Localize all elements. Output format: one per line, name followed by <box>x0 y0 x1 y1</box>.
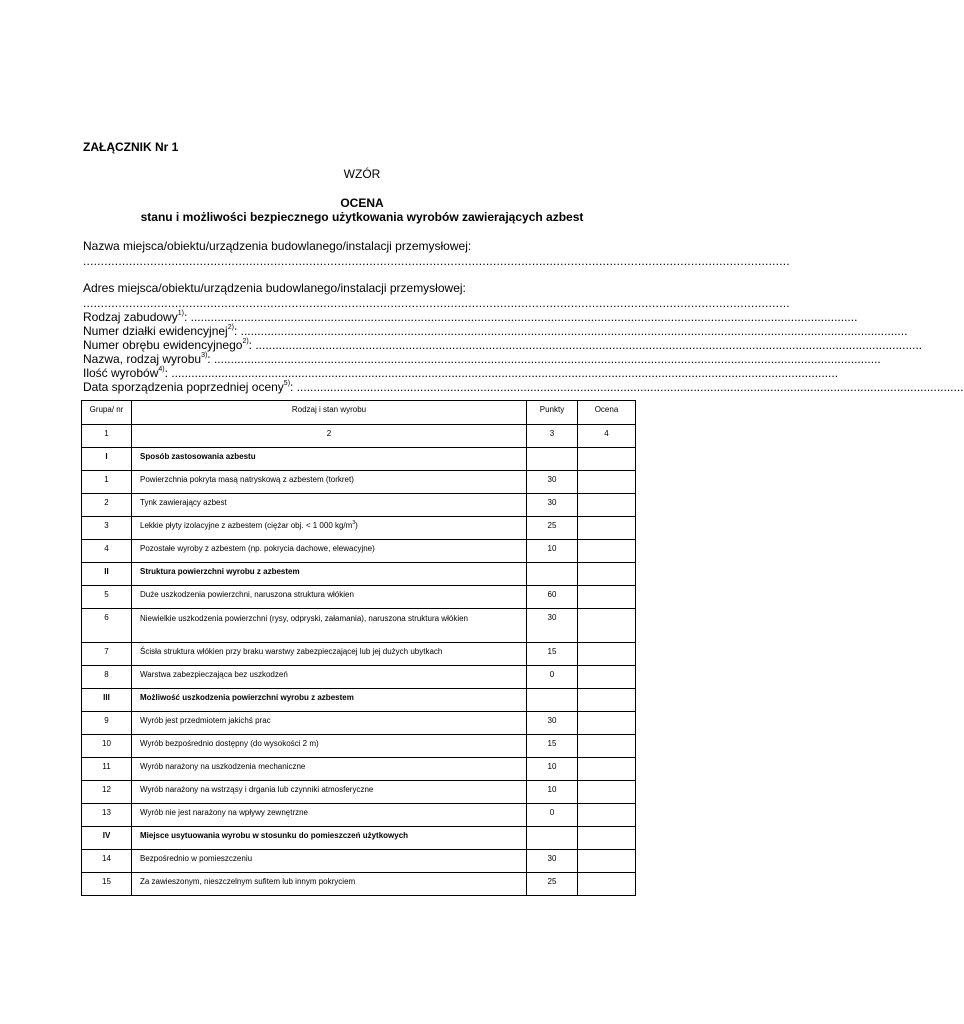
row-points: 30 <box>527 609 578 643</box>
row-number: 5 <box>82 586 132 609</box>
header-rating: Ocena <box>578 401 636 425</box>
rating-cell[interactable] <box>578 689 636 712</box>
row-description: Możliwość uszkodzenia powierzchni wyrobu z azbestem <box>132 689 527 712</box>
numbering-points: 3 <box>527 425 578 448</box>
header-type: Rodzaj i stan wyrobu <box>132 401 527 425</box>
row-description: Duże uszkodzenia powierzchni, naruszona struktura włókien <box>132 586 527 609</box>
rating-cell[interactable] <box>578 873 636 896</box>
row-number: 9 <box>82 712 132 735</box>
footnote-ref: 5) <box>283 380 291 387</box>
row-number: 14 <box>82 850 132 873</box>
row-description: Tynk zawierający azbest <box>132 494 527 517</box>
row-points: 60 <box>527 586 578 609</box>
document-title: OCENA <box>340 196 384 210</box>
row-number: 4 <box>82 540 132 563</box>
row-number: 15 <box>82 873 132 896</box>
numbering-type: 2 <box>132 425 527 448</box>
table-row <box>82 586 636 609</box>
annex-number: ZAŁĄCZNIK Nr 1 <box>83 140 179 154</box>
row-points: 15 <box>527 735 578 758</box>
dotted-leader: ........................................................................................................................................................................................................ <box>213 352 881 366</box>
table-row <box>82 850 636 873</box>
table-row <box>82 666 636 689</box>
rating-cell[interactable] <box>578 712 636 735</box>
row-description: Lekkie płyty izolacyjne z azbestem (ciężar obj. < 1 000 $kg/m^3$) <box>132 517 527 540</box>
table-row <box>82 735 636 758</box>
rating-cell[interactable] <box>578 609 636 643</box>
rating-cell[interactable] <box>578 540 636 563</box>
product-name-label: Nazwa, rodzaj wyrobu <box>83 352 202 366</box>
row-description: Wyrób narażony na uszkodzenia mechaniczne <box>132 758 527 781</box>
footnote-ref: 4) <box>158 366 165 373</box>
table-row <box>82 643 636 666</box>
row-number: 7 <box>82 643 132 666</box>
row-number: 8 <box>82 666 132 689</box>
footnote-ref: 1) <box>177 310 184 317</box>
footnote-ref: 2) <box>242 338 249 345</box>
table-row <box>82 758 636 781</box>
table-row <box>82 471 636 494</box>
row-description: Powierzchnia pokryta masą natryskową z azbestem (torkret) <box>132 471 527 494</box>
row-points <box>527 448 578 471</box>
precinct-number-field[interactable]: Numer obrębu ewidencyjnego$^{2)}$: ........................................................................................................................................................................................................ <box>83 338 923 352</box>
row-points: 10 <box>527 540 578 563</box>
rating-cell[interactable] <box>578 448 636 471</box>
row-description: Wyrób narażony na wstrząsy i drgania lub czynniki atmosferyczne <box>132 781 527 804</box>
row-description: Miejsce usytuowania wyrobu w stosunku do pomieszczeń użytkowych <box>132 827 527 850</box>
rating-cell[interactable] <box>578 643 636 666</box>
table-row <box>82 873 636 896</box>
numbering-rating: 4 <box>578 425 636 448</box>
row-points <box>527 827 578 850</box>
dotted-leader: ........................................................................................................................................................................................................ <box>171 366 839 380</box>
header-group: Grupa/ nr <box>82 401 132 425</box>
row-number: II <box>82 563 132 586</box>
assessment-table <box>81 400 636 896</box>
product-quantity-field[interactable]: Ilość wyrobów$^{4)}$: ........................................................................................................................................................................................................ <box>83 366 839 380</box>
previous-assessment-field[interactable]: Data sporządzenia poprzedniej oceny$^{5)}$: ........................................................................................................................................................................................................ <box>83 380 964 394</box>
row-points: 10 <box>527 781 578 804</box>
dotted-leader: ........................................................................................................................................................................................................ <box>83 254 790 268</box>
rating-cell[interactable] <box>578 850 636 873</box>
row-number: 1 <box>82 471 132 494</box>
table-row <box>82 494 636 517</box>
row-points: 30 <box>527 494 578 517</box>
table-row <box>82 609 636 643</box>
section-row <box>82 689 636 712</box>
row-points <box>527 563 578 586</box>
plot-number-label: Numer działki ewidencyjnej <box>83 324 228 338</box>
place-name-label: Nazwa miejsca/obiektu/urządzenia budowlanego/instalacji przemysłowej: <box>83 239 472 253</box>
dotted-leader: ........................................................................................................................................................................................................ <box>83 296 790 310</box>
row-number: 6 <box>82 609 132 643</box>
precinct-number-label: Numer obrębu ewidencyjnego <box>83 338 243 352</box>
place-name-field[interactable] <box>83 254 790 268</box>
row-number: IV <box>82 827 132 850</box>
row-description: Warstwa zabezpieczająca bez uszkodzeń <box>132 666 527 689</box>
row-points <box>527 689 578 712</box>
header-points: Punkty <box>527 401 578 425</box>
row-description: Pozostałe wyroby z azbestem (np. pokrycia dachowe, elewacyjne) <box>132 540 527 563</box>
numbering-group: 1 <box>82 425 132 448</box>
row-description: Wyrób jest przedmiotem jakichś prac <box>132 712 527 735</box>
row-description: Sposób zastosowania azbestu <box>132 448 527 471</box>
table-numbering-row <box>82 425 636 448</box>
rating-cell[interactable] <box>578 735 636 758</box>
table-row <box>82 517 636 540</box>
rating-cell[interactable] <box>578 494 636 517</box>
row-points: 0 <box>527 666 578 689</box>
rating-cell[interactable] <box>578 666 636 689</box>
row-points: 25 <box>527 517 578 540</box>
place-address-field[interactable] <box>83 296 790 310</box>
dotted-leader: ........................................................................................................................................................................................................ <box>296 380 964 394</box>
row-number: 2 <box>82 494 132 517</box>
row-description: Niewielkie uszkodzenia powierzchni (rysy, odpryski, załamania), naruszona struktura włókien <box>132 609 527 643</box>
row-number: 13 <box>82 804 132 827</box>
rating-cell[interactable] <box>578 758 636 781</box>
place-address-label: Adres miejsca/obiektu/urządzenia budowlanego/instalacji przemysłowej: <box>83 281 466 295</box>
document-subtitle: stanu i możliwości bezpiecznego użytkowania wyrobów zawierających azbest <box>140 210 584 224</box>
table-header-row <box>82 401 636 425</box>
row-points: 10 <box>527 758 578 781</box>
row-number: I <box>82 448 132 471</box>
section-row <box>82 827 636 850</box>
row-description: Wyrób nie jest narażony na wpływy zewnętrzne <box>132 804 527 827</box>
table-row <box>82 804 636 827</box>
pattern-label: WZÓR <box>343 167 381 181</box>
previous-assessment-label: Data sporządzenia poprzedniej oceny <box>83 380 284 394</box>
plot-number-field[interactable]: Numer działki ewidencyjnej$^{2)}$: ........................................................................................................................................................................................................ <box>83 324 908 338</box>
rating-cell[interactable] <box>578 471 636 494</box>
rating-cell[interactable] <box>578 517 636 540</box>
section-row <box>82 448 636 471</box>
product-name-field[interactable]: Nazwa, rodzaj wyrobu$^{3)}$: ........................................................................................................................................................................................................ <box>83 352 881 366</box>
row-description: Bezpośrednio w pomieszczeniu <box>132 850 527 873</box>
rating-cell[interactable] <box>578 804 636 827</box>
table-row <box>82 781 636 804</box>
dotted-leader: ........................................................................................................................................................................................................ <box>240 324 908 338</box>
row-points: 30 <box>527 712 578 735</box>
row-number: 11 <box>82 758 132 781</box>
row-description: Struktura powierzchni wyrobu z azbestem <box>132 563 527 586</box>
building-type-field[interactable]: Rodzaj zabudowy$^{1)}$: ........................................................................................................................................................................................................ <box>83 310 858 324</box>
row-points: 25 <box>527 873 578 896</box>
dotted-leader: ........................................................................................................................................................................................................ <box>255 338 923 352</box>
product-quantity-label: Ilość wyrobów <box>83 366 159 380</box>
row-description: Za zawieszonym, nieszczelnym sufitem lub innym pokryciem <box>132 873 527 896</box>
section-row <box>82 563 636 586</box>
rating-cell[interactable] <box>578 781 636 804</box>
row-points: 30 <box>527 850 578 873</box>
row-description: Ścisła struktura włókien przy braku warstwy zabezpieczającej lub jej dużych ubytkach <box>132 643 527 666</box>
rating-cell[interactable] <box>578 586 636 609</box>
row-number: 12 <box>82 781 132 804</box>
building-type-label: Rodzaj zabudowy <box>83 310 178 324</box>
footnote-ref: 2) <box>227 324 234 331</box>
table-row <box>82 540 636 563</box>
row-number: 3 <box>82 517 132 540</box>
row-points: 30 <box>527 471 578 494</box>
table-row <box>82 712 636 735</box>
footnote-ref: 3) <box>201 352 208 359</box>
row-description: Wyrób bezpośrednio dostępny (do wysokości 2 m) <box>132 735 527 758</box>
row-number: III <box>82 689 132 712</box>
row-points: 15 <box>527 643 578 666</box>
rating-cell[interactable] <box>578 827 636 850</box>
row-number: 10 <box>82 735 132 758</box>
rating-cell[interactable] <box>578 563 636 586</box>
dotted-leader: ........................................................................................................................................................................................................ <box>190 310 858 324</box>
row-points: 0 <box>527 804 578 827</box>
